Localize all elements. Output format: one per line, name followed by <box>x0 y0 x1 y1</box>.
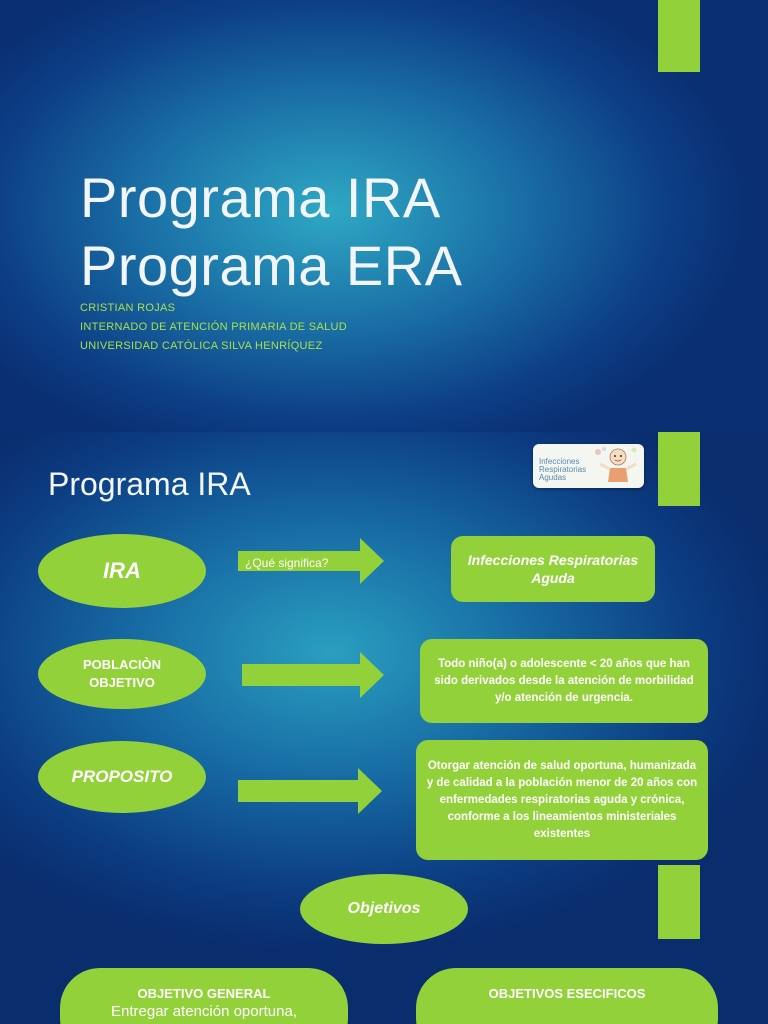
arrow-right-icon <box>242 652 384 698</box>
box-poblacion-descripcion: Todo niño(a) o adolescente < 20 años que han sido derivados desde la atención de morbilidad y/o atención de urgencia. <box>420 639 708 723</box>
accent-bar-lower <box>658 865 700 939</box>
objetivos-especificos-box <box>416 968 718 1024</box>
oval-poblacion-objetivo: POBLACIÒN OBJETIVO <box>38 639 206 709</box>
box-infecciones: Infecciones Respiratorias Aguda <box>451 536 655 602</box>
slide-title-line2: Programa ERA <box>80 234 463 297</box>
child-illustration-icon <box>590 444 642 488</box>
accent-bar <box>658 0 700 72</box>
content-slide <box>0 432 768 1024</box>
arrow-label-que-significa: ¿Qué significa? <box>245 556 329 570</box>
subtitle-university: UNIVERSIDAD CATÓLICA SILVA HENRÍQUEZ <box>80 340 323 352</box>
objetivos-especificos-heading: OBJETIVOS ESECIFICOS <box>488 986 646 1001</box>
subtitle-author: CRISTIAN ROJAS <box>80 302 176 314</box>
title-slide <box>0 0 768 432</box>
slide-title: Programa IRA <box>48 466 251 502</box>
objetivo-general-heading: OBJETIVO GENERAL <box>137 986 271 1001</box>
slide-title-line1: Programa IRA <box>80 166 441 229</box>
arrow-right-icon <box>238 768 382 814</box>
objetivo-general-body: Entregar atención oportuna, <box>111 1003 297 1020</box>
accent-bar <box>658 432 700 506</box>
oval-ira: IRA <box>38 534 206 608</box>
oval-objetivos: Objetivos <box>300 874 468 944</box>
ira-logo: Infecciones Respiratorias Agudas <box>533 444 644 488</box>
oval-proposito: PROPOSITO <box>38 741 206 813</box>
objetivo-general-box <box>60 968 348 1024</box>
subtitle-course: INTERNADO DE ATENCIÓN PRIMARIA DE SALUD <box>80 321 347 333</box>
box-proposito-descripcion: Otorgar atención de salud oportuna, humanizada y de calidad a la población menor de 20 años con enfermedades respiratorias aguda y crónica, conforme a los lineamientos ministeriales existentes <box>416 740 708 860</box>
